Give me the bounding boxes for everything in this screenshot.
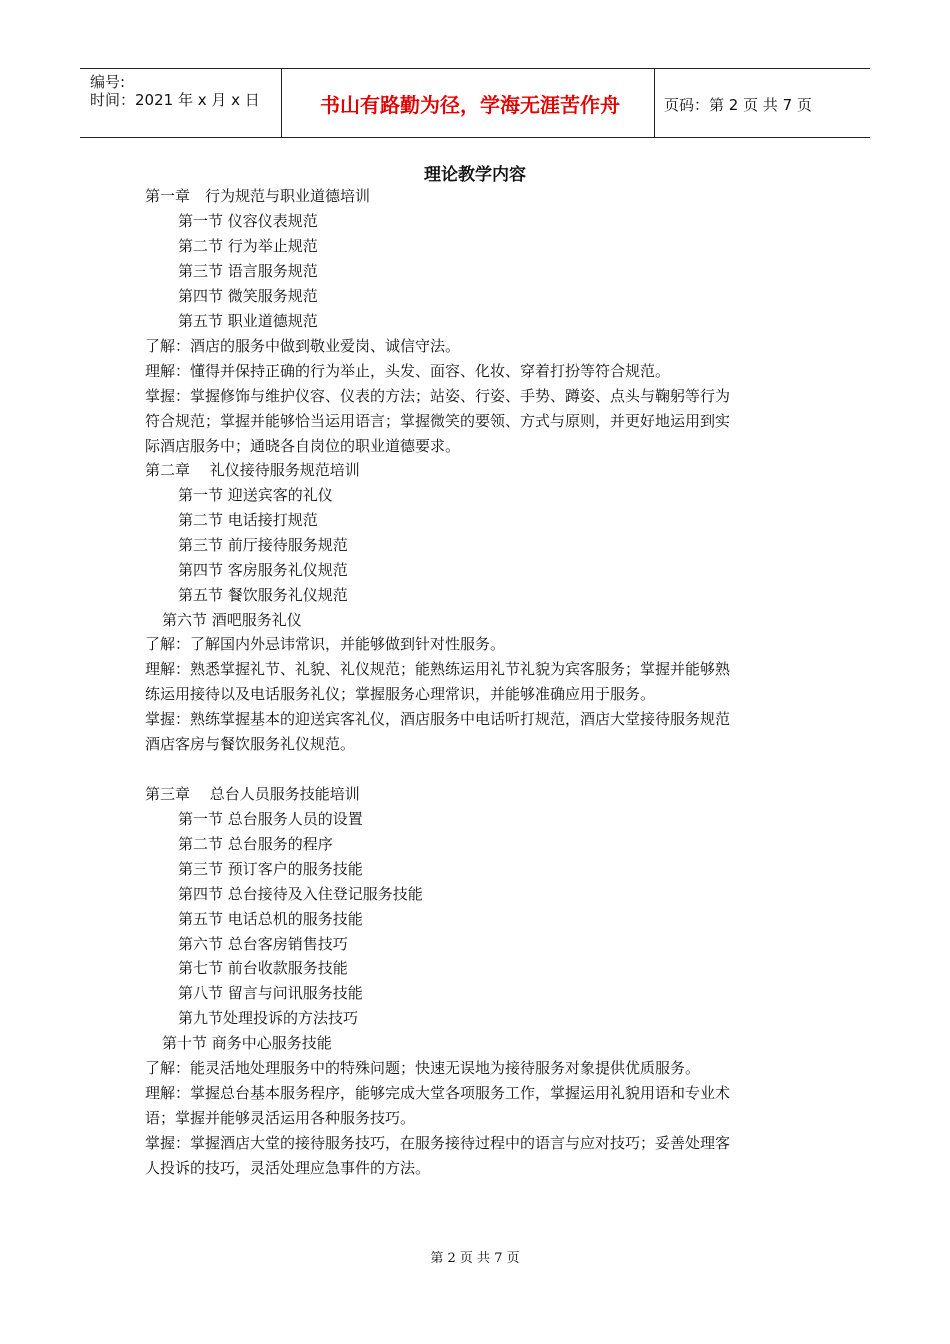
section-item: 第二节 总台服务的程序 bbox=[178, 835, 333, 853]
section-item: 第四节 微笑服务规范 bbox=[178, 287, 318, 305]
body-text: 符合规范；掌握并能够恰当运用语言；掌握微笑的要领、方式与原则，并更好地运用到实 bbox=[145, 412, 731, 430]
number-label: 编号: bbox=[90, 73, 126, 91]
section-item: 第五节 餐饮服务礼仪规范 bbox=[178, 586, 348, 604]
header-page-info: 页码：第 2 页 共 7 页 bbox=[664, 96, 812, 114]
body-text: 理解：掌握总台基本服务程序，能够完成大堂各项服务工作，掌握运用礼貌用语和专业术 bbox=[145, 1084, 731, 1102]
body-text: 酒店客房与餐饮服务礼仪规范。 bbox=[145, 735, 356, 753]
body-text: 掌握：掌握酒店大堂的接待服务技巧，在服务接待过程中的语言与应对技巧；妥善处理客 bbox=[145, 1134, 731, 1152]
time-label: 时间：2021 年 x 月 x 日 bbox=[90, 91, 260, 109]
body-text: 理解：熟悉掌握礼节、礼貌、礼仪规范；能熟练运用礼节礼貌为宾客服务；掌握并能够熟 bbox=[145, 660, 731, 678]
body-text: 了解：能灵活地处理服务中的特殊问题；快速无误地为接待服务对象提供优质服务。 bbox=[145, 1059, 701, 1077]
body-text: 掌握：掌握修饰与维护仪容、仪表的方法；站姿、行姿、手势、蹲姿、点头与鞠躬等行为 bbox=[145, 387, 731, 405]
body-text: 际酒店服务中；通晓各自岗位的职业道德要求。 bbox=[145, 437, 461, 455]
page-title: 理论教学内容 bbox=[424, 165, 526, 185]
header-meta bbox=[90, 73, 260, 109]
section-item: 第五节 职业道德规范 bbox=[178, 312, 318, 330]
chapter-heading: 第三章 总台人员服务技能培训 bbox=[145, 785, 360, 803]
body-text: 人投诉的技巧，灵活处理应急事件的方法。 bbox=[145, 1159, 431, 1177]
body-text: 语；掌握并能够灵活运用各种服务技巧。 bbox=[145, 1109, 416, 1127]
section-item: 第八节 留言与问讯服务技能 bbox=[178, 984, 363, 1002]
section-item: 第一节 仪容仪表规范 bbox=[178, 212, 318, 230]
section-item: 第三节 预订客户的服务技能 bbox=[178, 860, 363, 878]
section-item: 第二节 行为举止规范 bbox=[178, 237, 318, 255]
section-item: 第四节 客房服务礼仪规范 bbox=[178, 561, 348, 579]
page-header bbox=[80, 68, 870, 138]
section-item: 第七节 前台收款服务技能 bbox=[178, 959, 348, 977]
body-text: 掌握：熟练掌握基本的迎送宾客礼仪，酒店服务中电话听打规范，酒店大堂接待服务规范 bbox=[145, 710, 731, 728]
body-text: 了解：酒店的服务中做到敬业爱岗、诚信守法。 bbox=[145, 337, 461, 355]
section-item: 第三节 语言服务规范 bbox=[178, 262, 318, 280]
chapter-heading: 第一章 行为规范与职业道德培训 bbox=[145, 187, 371, 205]
body-text: 理解：懂得并保持正确的行为举止，头发、面容、化妆、穿着打扮等符合规范。 bbox=[145, 362, 671, 380]
section-item: 第二节 电话接打规范 bbox=[178, 511, 318, 529]
page-footer: 第 2 页 共 7 页 bbox=[430, 1251, 520, 1266]
section-item: 第三节 前厅接待服务规范 bbox=[178, 536, 348, 554]
section-item: 第十节 商务中心服务技能 bbox=[162, 1034, 332, 1052]
section-item: 第一节 总台服务人员的设置 bbox=[178, 810, 363, 828]
section-item: 第一节 迎送宾客的礼仪 bbox=[178, 486, 333, 504]
section-item: 第四节 总台接待及入住登记服务技能 bbox=[178, 885, 423, 903]
section-item: 第六节 总台客房销售技巧 bbox=[178, 935, 348, 953]
body-text: 了解：了解国内外忌讳常识，并能够做到针对性服务。 bbox=[145, 635, 506, 653]
section-item: 第九节处理投诉的方法技巧 bbox=[178, 1009, 359, 1027]
section-item: 第五节 电话总机的服务技能 bbox=[178, 910, 363, 928]
section-item: 第六节 酒吧服务礼仪 bbox=[162, 611, 302, 629]
body-text: 练运用接待以及电话服务礼仪；掌握服务心理常识，并能够准确应用于服务。 bbox=[145, 685, 656, 703]
header-motto: 书山有路勤为径，学海无涯苦作舟 bbox=[320, 93, 620, 117]
chapter-heading: 第二章 礼仪接待服务规范培训 bbox=[145, 461, 360, 479]
header-divider bbox=[654, 69, 655, 137]
